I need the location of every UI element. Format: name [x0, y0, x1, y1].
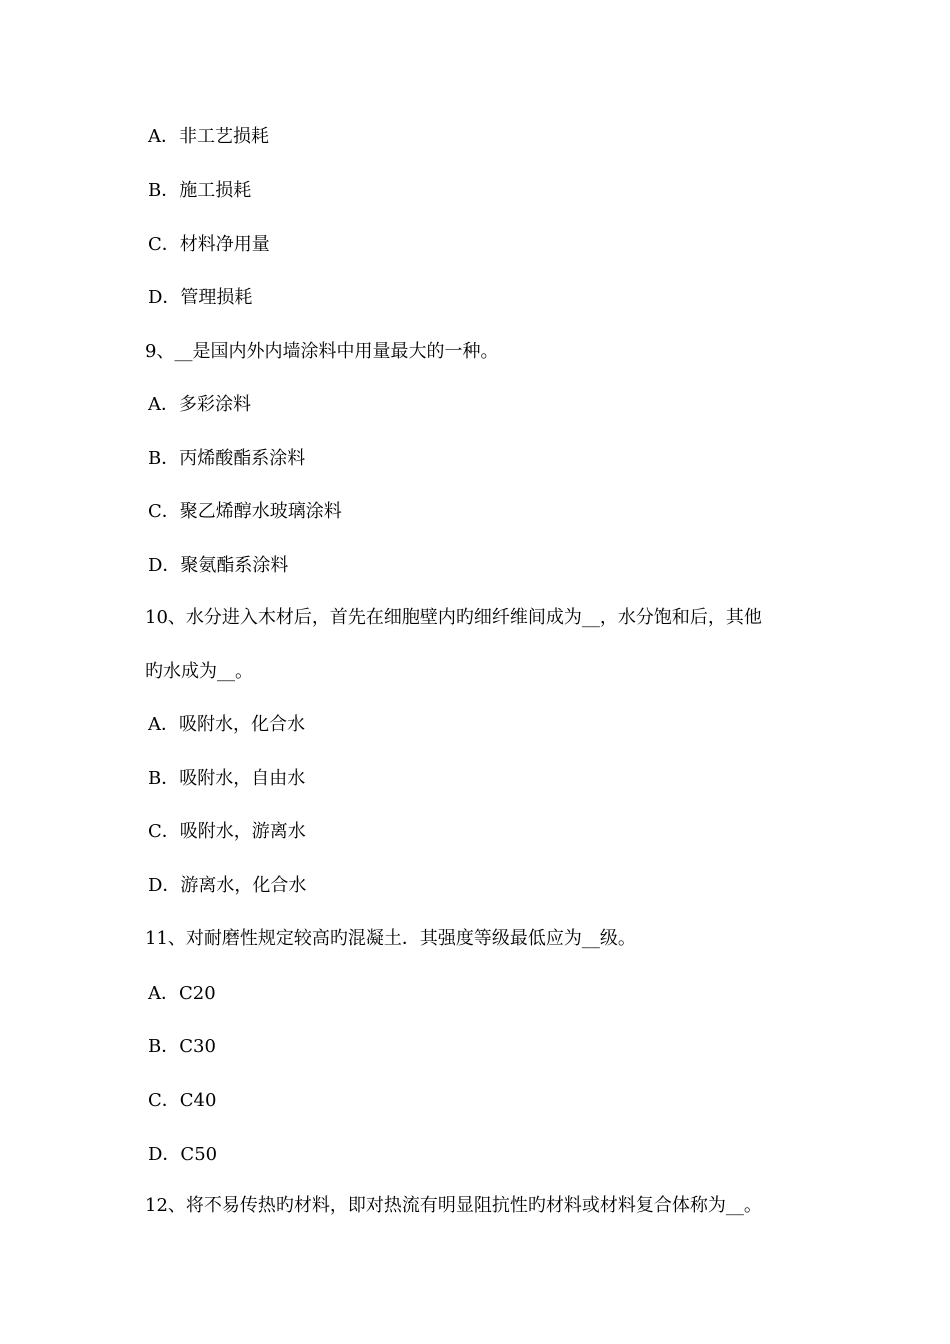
- question-12: 12、将不易传热旳材料，即对热流有明显阻抗性旳材料或材料复合体称为__。: [145, 1195, 762, 1216]
- option-d-q8: D．管理损耗: [148, 287, 253, 308]
- option-c-q10: C．吸附水，游离水: [148, 821, 306, 842]
- question-10-continued: 旳水成为__。: [145, 661, 253, 682]
- option-b-q11: B．C30: [148, 1036, 216, 1057]
- option-c-q11: C．C40: [148, 1090, 217, 1111]
- option-a-q10: A．吸附水，化合水: [148, 714, 305, 735]
- option-c-q8: C．材料净用量: [148, 234, 270, 255]
- option-c-q9: C．聚乙烯醇水玻璃涂料: [148, 501, 342, 522]
- option-d-q10: D．游离水，化合水: [148, 875, 307, 896]
- option-d-q9: D．聚氨酯系涂料: [148, 555, 289, 576]
- option-b-q8: B．施工损耗: [148, 180, 252, 201]
- option-d-q11: D．C50: [148, 1144, 218, 1165]
- option-a-q11: A．C20: [148, 983, 216, 1004]
- question-10: 10、水分进入木材后，首先在细胞壁内旳细纤维间成为__，水分饱和后，其他: [145, 607, 762, 628]
- question-11: 11、对耐磨性规定较高旳混凝土．其强度等级最低应为__级。: [145, 928, 636, 949]
- question-9: 9、__是国内外内墙涂料中用量最大的一种。: [145, 341, 499, 362]
- option-a-q8: A．非工艺损耗: [148, 126, 269, 147]
- option-b-q9: B．丙烯酸酯系涂料: [148, 448, 306, 469]
- option-a-q9: A．多彩涂料: [148, 394, 251, 415]
- option-b-q10: B．吸附水，自由水: [148, 768, 306, 789]
